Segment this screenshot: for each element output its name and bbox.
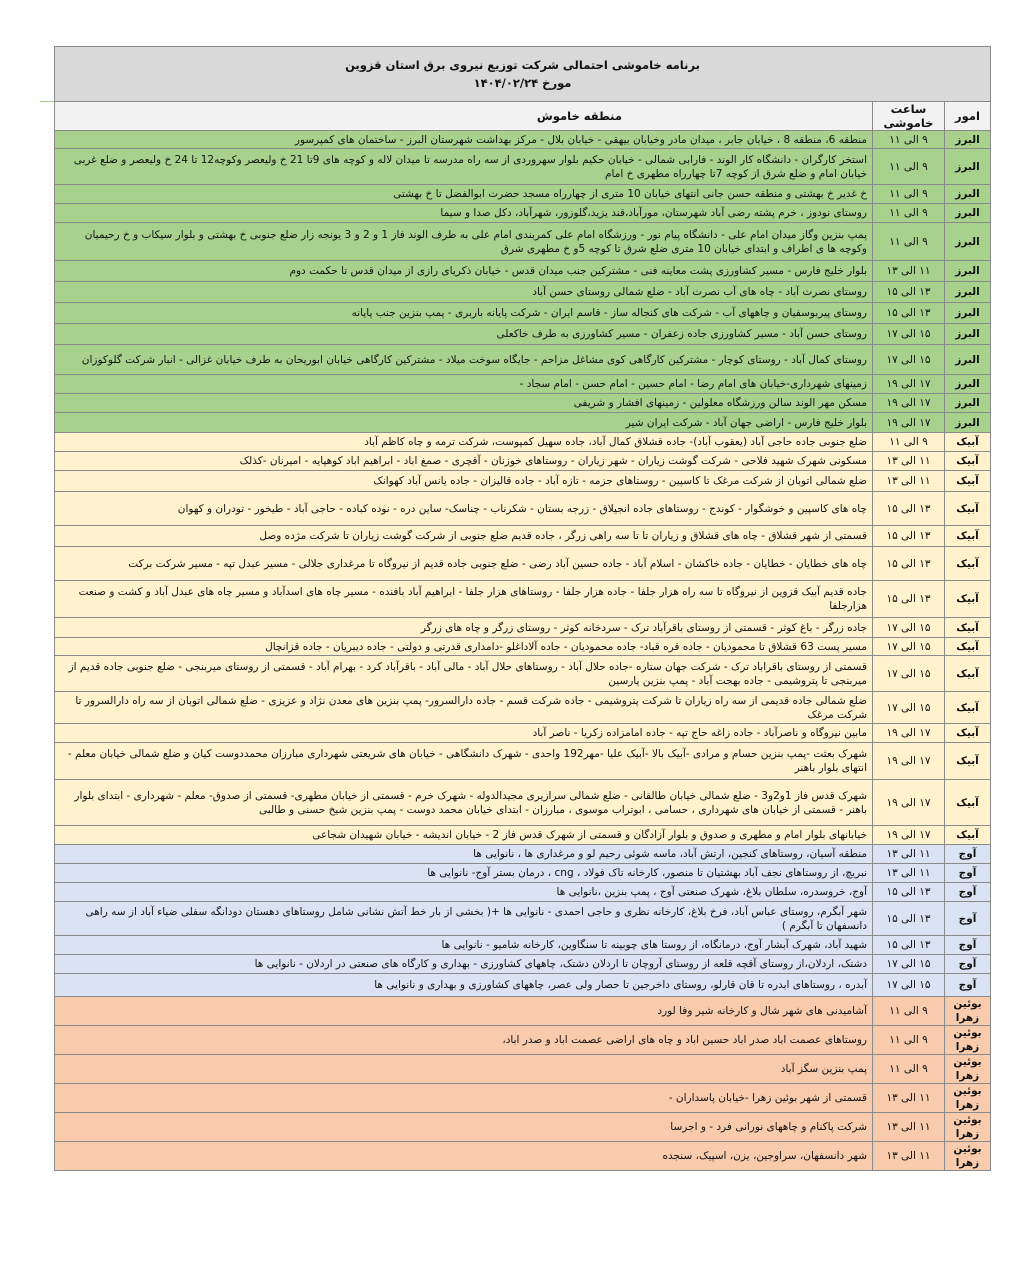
office-cell: آبیک <box>945 471 991 492</box>
outage-table <box>54 46 991 1171</box>
office-cell: بوئین زهرا <box>945 997 991 1026</box>
page-title: برنامه خاموشی احتمالی شرکت توزیع نیروی برق استان قزوین <box>345 58 700 72</box>
area-cell: ضلع شمالی جاده قدیمی از سه راه زیاران تا شرکت پتروشیمی - جاده شرکت قسم - جاده دارالسرور- پمپ بنزین های معدن نژاد و عزیزی - ضلع شمالی اتوبان از سه راه دارالسرور تا شرکت مرغک <box>55 692 873 724</box>
hours-cell: ۱۱ الی ۱۳ <box>873 452 945 471</box>
office-cell: آبیک <box>945 692 991 724</box>
hours-cell: ۹ الی ۱۱ <box>873 185 945 204</box>
office-cell: آبیک <box>945 780 991 826</box>
table-row <box>55 581 991 618</box>
area-cell: جاده زرگر - باغ کوثر - قسمتی از روستای باقرآباد ترک - سردخانه کوثر - روستای زرگر و چاه های زرگر <box>55 618 873 638</box>
hours-cell: ۱۵ الی ۱۷ <box>873 656 945 692</box>
area-cell: شرکت پاکنام و چاههای نورانی فرد - و اجرسا <box>55 1113 873 1142</box>
table-row <box>55 902 991 936</box>
office-cell: البرز <box>945 282 991 303</box>
table-row <box>55 223 991 261</box>
area-cell: روستاهای عصمت اباد صدر اباد حسین اباد و چاه های اراضی عصمت اباد و صدر اباد، <box>55 1026 873 1055</box>
hours-cell: ۱۷ الی ۱۹ <box>873 394 945 413</box>
table-row <box>55 692 991 724</box>
area-cell: شهید آباد، شهرک آبشار آوج، درمانگاه، از روستا های چوبینه تا سنگاوین، کارخانه شامیو - نانوایی ها <box>55 936 873 955</box>
area-cell: روستای نودوز ، خرم پشته رضی آباد شهرستان، مورآباد،قند یزید،گلوزور، شهرآباد، دکل صدا و سیما <box>55 204 873 223</box>
area-cell: روستای حسن آباد - مسیر کشاورزی جاده زعفران - مسیر کشاورزی به طرف خاکعلی <box>55 324 873 345</box>
table-row <box>55 204 991 223</box>
table-row <box>55 618 991 638</box>
table-row <box>55 638 991 656</box>
table-body <box>55 131 991 1171</box>
area-cell: روستای نصرت آباد - چاه های آب نصرت آباد - ضلع شمالی روستای حسن آباد <box>55 282 873 303</box>
hours-cell: ۱۳ الی ۱۵ <box>873 902 945 936</box>
area-cell: مسکن مهر الوند سالن ورزشگاه معلولین - زمینهای افشار و شریفی <box>55 394 873 413</box>
hours-cell: ۱۱ الی ۱۳ <box>873 1142 945 1171</box>
office-cell: آبیک <box>945 724 991 743</box>
table-row <box>55 185 991 204</box>
hours-cell: ۱۵ الی ۱۷ <box>873 974 945 997</box>
hours-cell: ۹ الی ۱۱ <box>873 1055 945 1084</box>
area-cell: شهر دانسفهان، سراوجین، یزن، اسپیک، سنجده <box>55 1142 873 1171</box>
hours-cell: ۱۷ الی ۱۹ <box>873 780 945 826</box>
table-row <box>55 826 991 845</box>
office-cell: البرز <box>945 375 991 394</box>
table-row <box>55 131 991 149</box>
column-header-area: منطقه خاموش <box>55 102 873 131</box>
area-cell: آبدره ، روستاهای ابدره تا قان قارلو، روستای داخرجین تا حصار ولی عصر، چاههای کشاورزی و بهداری و نانوایی ها <box>55 974 873 997</box>
area-cell: چاه های خطایان - خطایان - جاده خاکشان - اسلام آباد - جاده حسین آباد رضی - ضلع جنوبی جاده قدیم از نیروگاه تا مرغداری جلالی - مسیر عبدل تپه - مسیر شرکت برکت <box>55 547 873 581</box>
area-cell: قسمتی از شهر قشلاق - چاه های قشلاق و زیاران تا تا سه راهی زرگر ، جاده قدیم ضلع جنوبی از شرکت گوشت زیاران تا شرکت مژده وصل <box>55 526 873 547</box>
area-cell: شهرک بعثت -پمپ بنزین حسام و مرادی -آبیک بالا -آبیک علیا -مهر192 واحدی - شهرک دانشگاهی - خیابان های شریعتی شهرداری مبارزان محمددوست کیان و ضلع شمالی خیابان معلم - انتهای بلوار باهنر <box>55 743 873 780</box>
office-cell: آوج <box>945 845 991 864</box>
area-cell: قسمتی از روستای باقراباد ترک - شرکت جهان ستاره -جاده حلال آباد - روستاهای حلال آباد - مالی آباد - باقرآباد کرد - بهرام آباد - قسمتی از روستای میربنجی - ضلع جنوبی جاده قدیم از میربنجی تا پتروشیمی - جاده بهجت آباد - پمپ بنزین پارسین <box>55 656 873 692</box>
hours-cell: ۱۵ الی ۱۷ <box>873 618 945 638</box>
hours-cell: ۹ الی ۱۱ <box>873 149 945 185</box>
office-cell: البرز <box>945 185 991 204</box>
table-row <box>55 743 991 780</box>
area-cell: روستای پیربوسفیان و چاههای آب - شرکت های کنجاله ساز - قاسم ایران - شرکت پایانه باربری - پمپ بنزین جنب پایانه <box>55 303 873 324</box>
office-cell: بوئین زهرا <box>945 1026 991 1055</box>
office-cell: آوج <box>945 936 991 955</box>
office-cell: آبیک <box>945 452 991 471</box>
office-cell: البرز <box>945 261 991 282</box>
area-cell: پمپ بنزین سگز آباد <box>55 1055 873 1084</box>
hours-cell: ۱۳ الی ۱۵ <box>873 282 945 303</box>
office-cell: آبیک <box>945 433 991 452</box>
table-row <box>55 375 991 394</box>
office-cell: آوج <box>945 974 991 997</box>
area-cell: شهر آبگرم، روستای عباس آباد، فرخ بلاغ، کارخانه نظری و حاجی احمدی - نانوایی ها +( بخشی از بار خط آتش نشانی شامل روستاهای دهستان دودانگه سفلی ضیاء آباد از سه راهی دانسفهان تا آبگرم ) <box>55 902 873 936</box>
area-cell: زمینهای شهرداری-خیابان های امام رضا - امام حسین - امام حسن - امام سجاد - <box>55 375 873 394</box>
table-row <box>55 282 991 303</box>
table-row <box>55 864 991 883</box>
hours-cell: ۹ الی ۱۱ <box>873 1026 945 1055</box>
hours-cell: ۹ الی ۱۱ <box>873 204 945 223</box>
hours-cell: ۱۳ الی ۱۵ <box>873 303 945 324</box>
area-cell: ضلع شمالی اتوبان از شرکت مرغک تا کاسپین - روستاهای جزمه - تازه آباد - جاده قالیزان - جاده یانس آباد کهوانک <box>55 471 873 492</box>
hours-cell: ۱۳ الی ۱۵ <box>873 581 945 618</box>
office-cell: البرز <box>945 303 991 324</box>
table-row <box>55 1113 991 1142</box>
area-cell: بلوار خلیج فارس - مسیر کشاورزی پشت معاینه فنی - مشترکین جنب میدان قدس - خیابان ذکریای رازی از میدان قدس تا حکمت دوم <box>55 261 873 282</box>
office-cell: آبیک <box>945 638 991 656</box>
table-row <box>55 149 991 185</box>
table-row <box>55 492 991 526</box>
table-row <box>55 845 991 864</box>
area-cell: مابین نیروگاه و ناصرآباد - جاده زاغه حاج تپه - جاده امامزاده زکریا - ناصر آباد <box>55 724 873 743</box>
schedule-date: مورخ ۱۴۰۴/۰۲/۲۴ <box>473 76 572 90</box>
table-row <box>55 936 991 955</box>
office-cell: بوئین زهرا <box>945 1113 991 1142</box>
table-row <box>55 1055 991 1084</box>
hours-cell: ۱۱ الی ۱۳ <box>873 864 945 883</box>
area-cell: چاه های کاسپین و خوشگوار - کوندج - روستاهای جاده انجیلاق - زرجه بستان - شکرناب - چناسک- ساین دره - نوده کباده - حاجی آباد - طیخور - تودران و کهوان <box>55 492 873 526</box>
office-cell: بوئین زهرا <box>945 1084 991 1113</box>
hours-cell: ۱۳ الی ۱۵ <box>873 883 945 902</box>
area-cell: پمپ بنزین وگاز میدان امام علی - دانشگاه پیام نور - ورزشگاه امام علی کمربندی امام علی به طرف الوند فاز 1 و 2 و 3 یونجه زار ضلع جنوبی خ بهشتی و بلوار سیکاب و خ رحیمیان وکوچه ها ی اطراف و ابتدای خیابان 10 متری ضلع شرق تا کوچه 5و خ مطهری شرق <box>55 223 873 261</box>
hours-cell: ۹ الی ۱۱ <box>873 997 945 1026</box>
table-row <box>55 433 991 452</box>
office-cell: آبیک <box>945 618 991 638</box>
hours-cell: ۱۷ الی ۱۹ <box>873 743 945 780</box>
hours-cell: ۱۷ الی ۱۹ <box>873 413 945 433</box>
outage-schedule-sheet <box>54 46 991 1171</box>
area-cell: دشتک، اردلان،از روستای آقچه قلعه از روستای آروچان تا اردلان دشتک، چاههای کشاورزی - بهداری و کارگاه های صنعتی در اردلان - نانوایی ها <box>55 955 873 974</box>
area-cell: نبریچ، از روستاهای نجف آباد بهشتیان تا منصور، کارخانه تاک فولاد ، cng ، درمان بستر آوج- نانوایی ها <box>55 864 873 883</box>
office-cell: آبیک <box>945 492 991 526</box>
table-row <box>55 883 991 902</box>
office-cell: البرز <box>945 131 991 149</box>
table-row <box>55 1084 991 1113</box>
area-cell: منطقه آسیان، روستاهای کنجین، ارتش آباد، ماسه شوئی رحیم لو و مرغداری ها ، نانوایی ها <box>55 845 873 864</box>
office-cell: آبیک <box>945 581 991 618</box>
office-cell: آوج <box>945 883 991 902</box>
column-header-office: امور <box>945 102 991 131</box>
hours-cell: ۱۳ الی ۱۵ <box>873 492 945 526</box>
hours-cell: ۱۷ الی ۱۹ <box>873 375 945 394</box>
table-row <box>55 471 991 492</box>
area-cell: خ غدیر خ بهشتی و منطقه حسن جانی انتهای خیابان 10 متری از چهارراه مسجد حضرت ابوالفضل تا خ بهشتی <box>55 185 873 204</box>
hours-cell: ۱۳ الی ۱۵ <box>873 547 945 581</box>
area-cell: روستای کمال آباد - روستای کوچار - مشترکین کارگاهی کوی مشاغل مزاحم - جایگاه سوخت میلاد - مشترکین کارگاهی خیابان ابوریحان به طرف خیابان غزالی - انبار شرکت گلوکوزان <box>55 345 873 375</box>
table-row <box>55 303 991 324</box>
hours-cell: ۱۱ الی ۱۳ <box>873 261 945 282</box>
office-cell: البرز <box>945 223 991 261</box>
hours-cell: ۱۳ الی ۱۵ <box>873 526 945 547</box>
hours-cell: ۱۵ الی ۱۷ <box>873 345 945 375</box>
hours-cell: ۱۷ الی ۱۹ <box>873 826 945 845</box>
area-cell: جاده قدیم آبیک قزوین از نیروگاه تا سه راه هزار جلفا - جاده هزار جلفا - روستاهای هزار جلفا - ابراهیم آباد بافنده - مسیر چاه های اسدآباد و مسیر چاه های عبدل آباد و کشت و صنعت هزارجلفا <box>55 581 873 618</box>
table-row <box>55 324 991 345</box>
hours-cell: ۱۳ الی ۱۵ <box>873 936 945 955</box>
office-cell: بوئین زهرا <box>945 1055 991 1084</box>
hours-cell: ۱۵ الی ۱۷ <box>873 955 945 974</box>
table-row <box>55 413 991 433</box>
area-cell: منطقه 6، منطقه 8 ، خیابان جابر ، میدان مادر وخیابان بیهقی - خیابان بلال - مرکز بهداشت شهرستان البرز - ساختمان های کمپرسور <box>55 131 873 149</box>
hours-cell: ۹ الی ۱۱ <box>873 433 945 452</box>
office-cell: آوج <box>945 902 991 936</box>
table-row <box>55 974 991 997</box>
office-cell: آبیک <box>945 547 991 581</box>
hours-cell: ۱۵ الی ۱۷ <box>873 638 945 656</box>
area-cell: بلوار خلیج فارس - اراضی جهان آباد - شرکت ایران شیر <box>55 413 873 433</box>
office-cell: آبیک <box>945 656 991 692</box>
office-cell: البرز <box>945 204 991 223</box>
table-row <box>55 955 991 974</box>
table-row <box>55 1026 991 1055</box>
office-cell: البرز <box>945 394 991 413</box>
table-row <box>55 1142 991 1171</box>
office-cell: آوج <box>945 955 991 974</box>
table-row <box>55 724 991 743</box>
title-block <box>55 47 991 102</box>
table-header-row <box>55 102 991 131</box>
table-row <box>55 997 991 1026</box>
hours-cell: ۱۱ الی ۱۳ <box>873 471 945 492</box>
office-cell: البرز <box>945 149 991 185</box>
hours-cell: ۱۱ الی ۱۳ <box>873 1113 945 1142</box>
table-row <box>55 345 991 375</box>
table-row <box>55 547 991 581</box>
table-row <box>55 780 991 826</box>
area-cell: استخر کارگران - دانشگاه کار الوند - فارابی شمالی - خیابان حکیم بلوار سهروردی از سه راه مدرسه تا میدان لاله و کوچه های 9تا 21 خ ولیعصر وکوچه12 تا 24 خ ولیعصر و ضلع غربی خیابان امام و ضلع شرق از کوچه 7تا چهارراه مطهری خ امام <box>55 149 873 185</box>
table-row <box>55 656 991 692</box>
column-header-hours: ساعت خاموشی <box>873 102 945 131</box>
decorative-line <box>40 101 54 102</box>
hours-cell: ۹ الی ۱۱ <box>873 131 945 149</box>
area-cell: مسکونی شهرک شهید فلاحی - شرکت گوشت زیاران - شهر زیاران - روستاهای خوزنان - آقچری - صمغ اباد - ابراهیم اباد کوهپایه - امیرنان -کذلک <box>55 452 873 471</box>
area-cell: خیابانهای بلوار امام و مطهری و صدوق و بلوار آزادگان و قسمتی از شهرک قدس فاز 2 - خیابان اندیشه - خیابان شهیدان شجاعی <box>55 826 873 845</box>
office-cell: البرز <box>945 413 991 433</box>
area-cell: مسیر پست 63 قشلاق تا محمودیان - جاده قره قباد- جاده محمودیان - جاده آلاداغلو -دامداری قدرتی و دولتی - جاده دیبریان - جاده قزانچال <box>55 638 873 656</box>
area-cell: آوج، خروسدره، سلطان بلاغ، شهرک صنعتی آوج ، پمپ بنزین ،نانوایی ها <box>55 883 873 902</box>
office-cell: آبیک <box>945 826 991 845</box>
office-cell: بوئین زهرا <box>945 1142 991 1171</box>
table-row <box>55 526 991 547</box>
hours-cell: ۱۷ الی ۱۹ <box>873 724 945 743</box>
office-cell: البرز <box>945 345 991 375</box>
hours-cell: ۱۱ الی ۱۳ <box>873 1084 945 1113</box>
hours-cell: ۱۵ الی ۱۷ <box>873 692 945 724</box>
office-cell: آبیک <box>945 743 991 780</box>
area-cell: آشامیدنی های شهر شال و کارخانه شیر وفا لورد <box>55 997 873 1026</box>
office-cell: آوج <box>945 864 991 883</box>
table-row <box>55 394 991 413</box>
area-cell: شهرک قدس فاز 1و2و3 - ضلع شمالی خیابان طالقانی - ضلع شمالی سرازیری مجیدالدوله - شهرک خرم - قسمتی از خیابان مطهری- قسمتی از صدوق- معلم - شهرداری - ابتدای بلوار باهنر - قسمتی از خیابان های شهرداری ، حسامی ، ابوتراب موسوی ، مبارزان - ابتدای خیابان محمد دوست - پمپ بنزین شیخ حسنی و طالبی <box>55 780 873 826</box>
table-row <box>55 261 991 282</box>
hours-cell: ۱۱ الی ۱۳ <box>873 845 945 864</box>
area-cell: ضلع جنوبی جاده حاجی آباد (یعقوب آباد)- جاده قشلاق کمال آباد، جاده سهیل کمپوست، شرکت ترمه و چاه کاظم آباد <box>55 433 873 452</box>
hours-cell: ۹ الی ۱۱ <box>873 223 945 261</box>
area-cell: قسمتی از شهر بوئین زهرا -خیابان پاسداران - <box>55 1084 873 1113</box>
table-row <box>55 452 991 471</box>
office-cell: البرز <box>945 324 991 345</box>
office-cell: آبیک <box>945 526 991 547</box>
hours-cell: ۱۵ الی ۱۷ <box>873 324 945 345</box>
